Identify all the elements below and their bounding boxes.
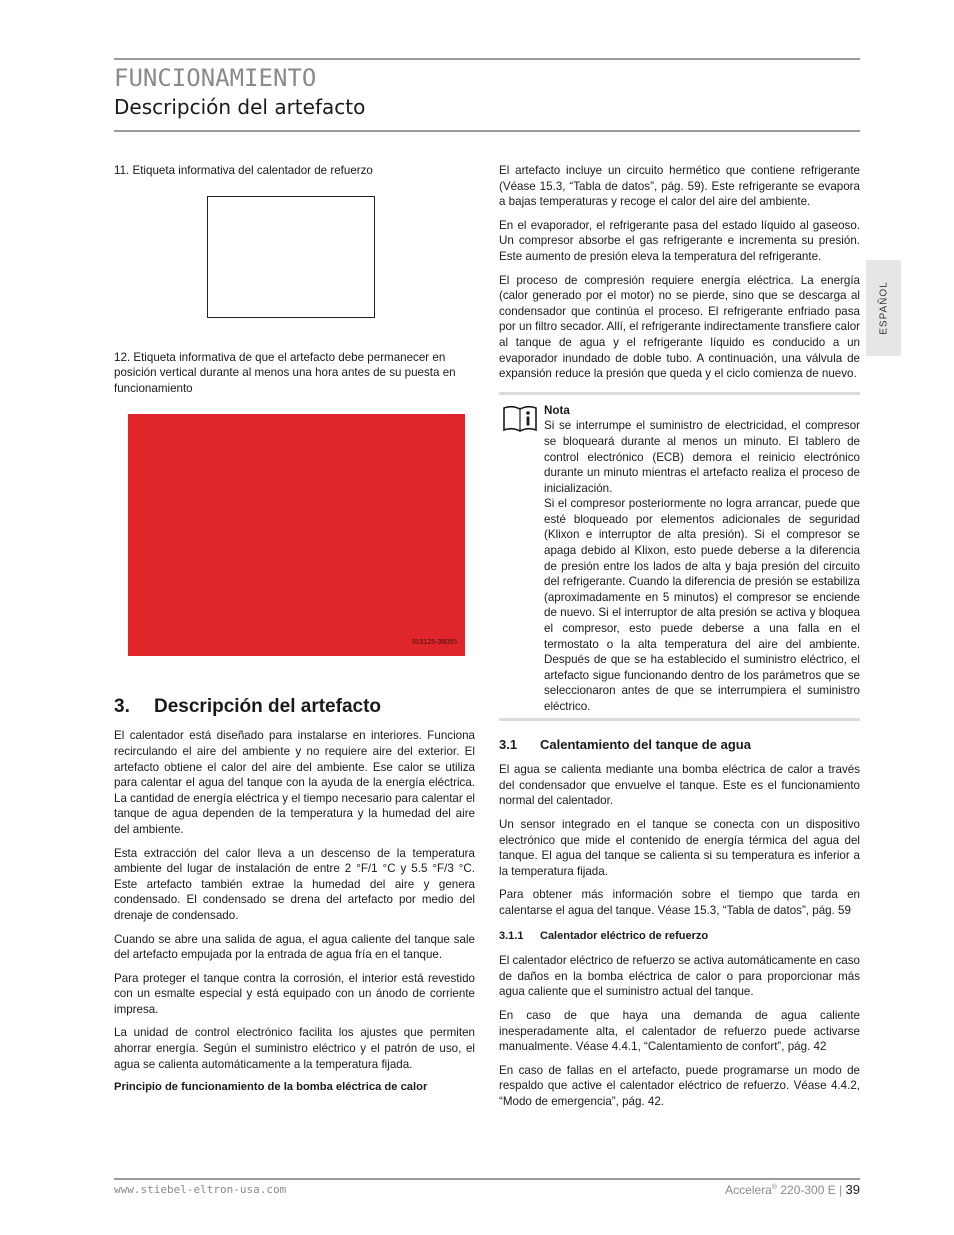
body-paragraph: El calentador está diseñado para instalarse en interiores. Funciona recirculando el aire del ambiente y no requiere aire del exterior. El artefacto obtiene el calor del aire del ambiente. Ese calor se utiliza para calentar el agua del tanque con la ayuda de la energía eléctrica. La cantidad de energía eléctrica y el tiempo necesario para calentar el tanque de agua dependen de la temperatura y la humedad del aire del ambiente. bbox=[114, 729, 475, 836]
left-column bbox=[114, 163, 475, 1104]
body-paragraph: El calentador eléctrico de refuerzo se activa automáticamente en caso de daños en la bomba eléctrica de calor o para proporcionar más agua caliente que el suministro actual del tanque. bbox=[499, 954, 860, 999]
language-tab-label: ESPAÑOL bbox=[878, 281, 889, 335]
page-number: 39 bbox=[845, 1182, 860, 1197]
footer-website-link[interactable]: www.stiebel-eltron-usa.com bbox=[114, 1183, 287, 1196]
subsection-number: 3.1 bbox=[499, 736, 518, 752]
footer-rule bbox=[114, 1178, 860, 1180]
right-column bbox=[499, 163, 860, 1117]
body-paragraph: En el evaporador, el refrigerante pasa del estado líquido al gaseoso. Un compresor absorbe el gas refrigerante e incrementa su presión. Este aumento de presión eleva la temperatura del refrigerante. bbox=[499, 218, 860, 263]
body-paragraph: Para obtener más información sobre el tiempo que tarda en calentarse el agua del tanque. Véase 15.3, “Tabla de datos”, pág. 59 bbox=[499, 888, 860, 917]
info-book-icon bbox=[502, 404, 538, 432]
footer-model: 220-300 E | bbox=[777, 1183, 846, 1197]
note-paragraph: Si el compresor posteriormente no logra arrancar, puede que esté bloqueado por elementos adicionales de seguridad (Klixon e interruptor de alta presión). Si el compresor se apaga debido al Klixon, esto puede deberse a la diferencia de presión entre los lados de alta y baja presión del circuito del refrigerante. Cuando la diferencia de presión se estabiliza (aproximadamente en 5 minutos) el compresor se enciende de nuevo. Si el interruptor de alta presión se activa y bloquea el compresor, esto puede deberse a una falla en el termostato o la alta temperatura del aire del ambiente. Después de que se ha establecido el suministro eléctrico, el artefacto sigue funcionando dentro de los parámetros que se seleccionaron antes de que se interrumpiera el suministro eléctrico. bbox=[544, 497, 860, 713]
subsection-heading-3-1-1 bbox=[499, 929, 860, 945]
section-heading bbox=[114, 696, 475, 718]
header-bottom-rule bbox=[114, 130, 860, 132]
language-tab bbox=[866, 260, 901, 356]
body-paragraph: Un sensor integrado en el tanque se conecta con un dispositivo electrónico que mide el contenido de energía térmica del agua del tanque. El agua del tanque se calienta si su temperatura es inferior a la temperatura fijada. bbox=[499, 817, 860, 878]
principle-heading: Principio de funcionamiento de la bomba eléctrica de calor bbox=[114, 1081, 428, 1094]
body-paragraph: Cuando se abre una salida de agua, el agua caliente del tanque sale del artefacto empujada por la entrada de agua fría en el tanque. bbox=[114, 932, 475, 962]
body-paragraph: En caso de fallas en el artefacto, puede programarse un modo de respaldo que active el calentador eléctrico de refuerzo. Véase 4.4.2, “Modo de emergencia”, pág. 42. bbox=[499, 1063, 860, 1108]
section-title: Descripción del artefacto bbox=[154, 696, 382, 718]
section-number: 3. bbox=[114, 696, 130, 718]
body-paragraph: Para proteger el tanque contra la corrosión, el interior está revestido con un esmalte especial y está equipado con un ánodo de corriente impresa. bbox=[114, 971, 475, 1016]
subsection-number: 3.1.1 bbox=[499, 929, 524, 942]
body-paragraph: El artefacto incluye un circuito hermético que contiene refrigerante (Véase 15.3, “Tabla de datos”, pág. 59). Este refrigerante se evapora a bajas temperaturas y recoge el calor del aire del ambiente. bbox=[499, 164, 860, 209]
booster-heater-label-figure bbox=[207, 196, 375, 318]
subsection-title: Calentamiento del tanque de agua bbox=[540, 736, 751, 752]
vertical-position-label-figure bbox=[128, 414, 465, 656]
figure-caption-12: 12. Etiqueta informativa de que el artefacto debe permanecer en posición vertical durante al menos una hora antes de su puesta en funcionamiento bbox=[114, 350, 456, 395]
footer-product-info bbox=[725, 1182, 860, 1197]
note-box bbox=[499, 392, 860, 721]
body-paragraph: Esta extracción del calor lleva a un descenso de la temperatura ambiente del lugar de instalación de entre 2 °F/1 °C y 5.5 °F/3 °C. Este artefacto también extrae la humedad del aire y genera condensado. El condensado se drena del artefacto por medio del drenaje de condensado. bbox=[114, 846, 475, 922]
footer-product-name: Accelera bbox=[725, 1183, 772, 1197]
body-paragraph: La unidad de control electrónico facilita los ajustes que permiten ahorrar energía. Según el suministro eléctrico y el patrón de uso, el agua se calienta automáticamente a la temperatura fijada. bbox=[114, 1026, 475, 1071]
page-section-title: FUNCIONAMIENTO bbox=[114, 64, 317, 92]
body-paragraph: El agua se calienta mediante una bomba eléctrica de calor a través del condensador que envuelve el tanque. Este es el funcionamiento normal del calentador. bbox=[499, 763, 860, 808]
body-paragraph: En caso de que haya una demanda de agua caliente inesperadamente alta, el calentador de refuerzo puede activarse manualmente. Véase 4.4.1, “Calentamiento de confort”, pág. 42 bbox=[499, 1008, 860, 1054]
page-section-subtitle: Descripción del artefacto bbox=[114, 95, 366, 119]
header-top-rule bbox=[114, 58, 860, 60]
subsection-title: Calentador eléctrico de refuerzo bbox=[540, 929, 709, 942]
figure-caption-11: 11. Etiqueta informativa del calentador de refuerzo bbox=[114, 164, 373, 177]
footer-registered-mark: ® bbox=[771, 1184, 778, 1191]
note-title: Nota bbox=[544, 403, 570, 417]
note-paragraph: Si se interrumpe el suministro de electricidad, el compresor se bloqueará durante al menos un minuto. El tablero de control electrónico (ECB) demora el reinicio electrónico durante un minuto mientras el artefacto realiza el proceso de inicialización. bbox=[544, 419, 860, 495]
body-paragraph: El proceso de compresión requiere energía eléctrica. La energía (calor generado por el motor) no se pierde, sino que se descarga al condensador que continúa el proceso. El refrigerante enfriado pasa por un filtro secador. Allí, el refrigerante indirectamente transfiere calor al tanque de agua y el refrigerante líquido es conducido a un evaporador inundado de doble tubo. A continuación, una válvula de expansión reduce la presión que queda y el ciclo comienza de nuevo. bbox=[499, 273, 860, 381]
subsection-heading-3-1 bbox=[499, 737, 860, 753]
sticker-part-code: 315125-38055 bbox=[411, 638, 457, 646]
